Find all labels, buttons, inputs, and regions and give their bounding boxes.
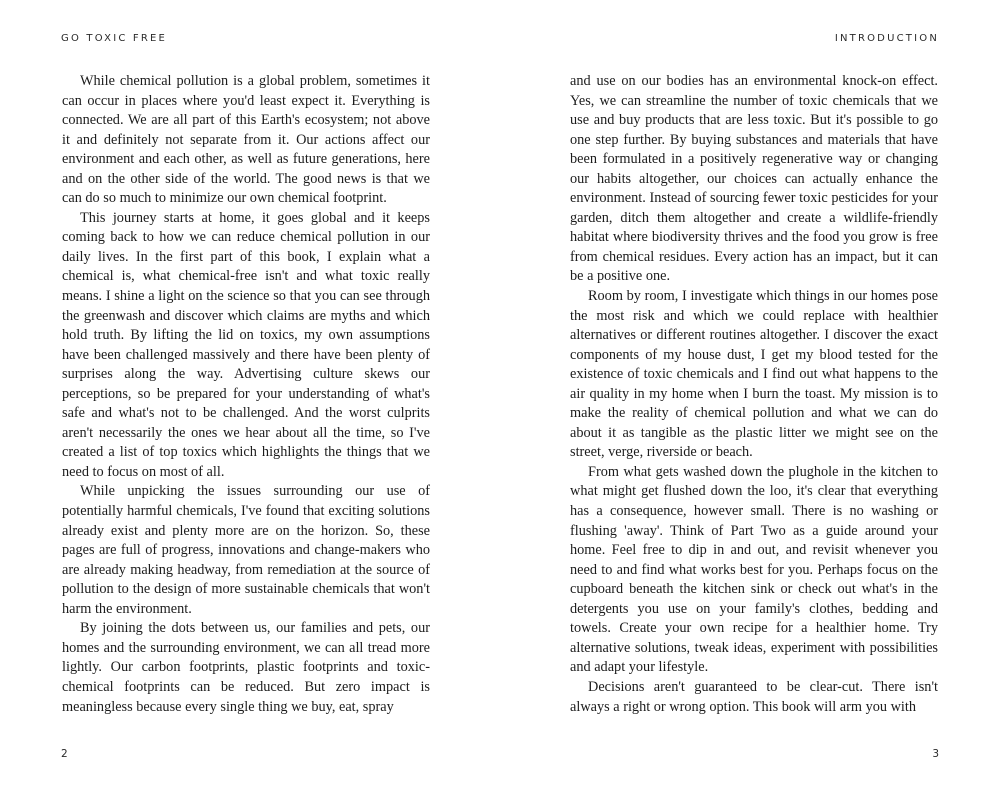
paragraph: By joining the dots between us, our families and pets, our homes and the surrounding environment, we can all tread more lightly. Our carbon footprints, plastic footprints and toxic-chemical footprints can be reduced. But zero impact is meaningless because every single thing we buy, eat, spray [62,620,430,715]
paragraph: While unpicking the issues surrounding our use of potentially harmful chemicals, I've found that exciting solutions already exist and plenty more are on the horizon. So, these pages are full of progress, innovations and change-makers who are already making headway, from remediation at the source of pollution to the design of more sustainable chemicals that won't harm the environment. [62,483,430,617]
page-number: 3 [932,748,939,760]
running-head-book-title: GO TOXIC FREE [61,33,168,44]
right-page-body [570,72,938,717]
paragraph: Decisions aren't guaranteed to be clear-cut. There isn't always a right or wrong option. This book will arm you with [570,678,938,715]
paragraph: Room by room, I investigate which things in our homes pose the most risk and which we could replace with healthier alternatives or different routines altogether. I discover the exact components of my house dust, I get my blood tested for the existence of toxic chemicals and I find out what happens to the air quality in my home when I burn the toast. My mission is to make the reality of chemical pollution and what we can do about it as tangible as the plastic litter we might see on the street, verge, riverside or beach. [570,288,938,461]
paragraph: From what gets washed down the plughole in the kitchen to what might get flushed down the loo, it's clear that everything has a consequence, however small. There is no washing or flushing 'away'. Think of Part Two as a guide around your home. Feel free to dip in and out, and revisit whenever you need to and find what works best for you. Perhaps focus on the cupboard beneath the kitchen sink or check out what's in the detergents you use on your family's clothes, bedding and towels. Create your own recipe for a healthier home. Try alternative solutions, tweak ideas, experiment with possibilities and adapt your lifestyle. [570,463,938,676]
left-page-body [62,72,430,717]
paragraph-continued: and use on our bodies has an environmental knock-on effect. Yes, we can streamline the number of toxic chemicals that we use and buy products that are less toxic. But it's possible to go one step further. By buying substances and materials that have been formulated in a positively regenerative way or changing our habits altogether, our choices can actually enhance the environment. Instead of sourcing fewer toxic pesticides for your garden, ditch them altogether and create a wildlife-friendly habitat where biodiversity thrives and the food you grow is free from chemical residues. Every action has an impact, but it can be a positive one. [570,73,938,285]
page-number: 2 [61,748,68,760]
paragraph: While chemical pollution is a global problem, sometimes it can occur in places where you'd least expect it. Everything is connected. We are all part of this Earth's ecosystem; not above it and definitely not separate from it. Our actions affect our environment and each other, as well as future generations, here and on the other side of the world. The good news is that we can do so much to minimize our own chemical footprint. [62,73,430,207]
running-head-chapter-title: INTRODUCTION [834,33,939,44]
right-page [500,0,1000,800]
paragraph: This journey starts at home, it goes global and it keeps coming back to how we can reduce chemical pollution in our daily lives. In the first part of this book, I explain what a chemical is, what chemical-free isn't and what toxic really means. I shine a light on the science so that you can see through the greenwash and discover which claims are myths and which hold truth. By lifting the lid on toxics, my own assumptions have been challenged massively and there have been plenty of surprises along the way. Advertising culture skews our perceptions, so be prepared for your understanding of what's safe and what's not to be challenged. And the worst culprits aren't necessarily the ones we hear about all the time, so I've created a list of top toxics which highlights the things that we need to focus on most of all. [62,209,430,480]
